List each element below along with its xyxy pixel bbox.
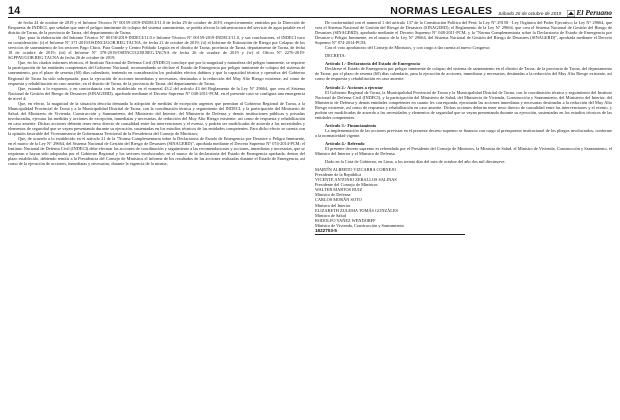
paragraph: de fecha 24 de octubre de 2019 y el Informe Técnico N° 00159-2019-INDECI/11.0 de fecha 29 de octubre de 2019, respectivamente, emitidos por la Dirección de Respuesta de INDECI, que señalan que ante el peligro inminente de colapso del sistema saneamiento, se podría afectar la infraestructura del servicio de agua potable en el distrito de Tacna, de la provincia de Tacna, del departamento de Tacna; <box>8 20 305 36</box>
signatory-name: CARLOS MORÁN SOTO <box>315 197 362 203</box>
logo-text: El Peruano <box>576 8 612 17</box>
signatory-name: VICENTE ANTONIO ZEBALLOS SALINAS <box>315 177 397 183</box>
signatory-role: Ministra de Salud <box>315 212 346 218</box>
end-rule <box>315 234 465 235</box>
signatory-role: Presidente del Consejo de Ministros <box>315 182 378 188</box>
article-4-body: El presente decreto supremo es refrendado por el Presidente del Consejo de Ministros, la Ministra de Salud, el Ministro de Vivienda, Construcción y Saneamiento, el Ministro del Interior y el Ministro de Defensa. <box>315 146 612 157</box>
paragraph: Que, estando a lo expuesto, y en concordancia con lo establecido en el numeral 43.2 del artículo 43 del Reglamento de la Ley N° 29664, que crea el Sistema Nacional de Gestión del Riesgo de Desastres (SINAGERD), aprobado mediante el Decreto Supremo N° 048-2011-PCM, en el presente caso se configura una emergencia de nivel 4; <box>8 85 305 101</box>
publication-date: Sábado 26 de octubre de 2019 <box>498 11 562 16</box>
body-columns <box>8 20 612 418</box>
article-4-title: Artículo 4.- Refrendo <box>325 140 365 146</box>
paragraph: Que, para la elaboración del Informe Técnico N° 00158-2019-INDECI/11.0 e Informe Técnico N° 00159-2019-INDECI/11.0, y sus conclusiones, el INDECI tuvo en consideración: (i) el Informe N° 371-2019/OSDNCI/GOB.REG.TACNA, de fecha 21 de octubre de 2019; (ii) el Informe de Estimación de Riesgo por Colapso de los servicios de saneamiento de los sectores Pago Chico, Para Grande y Centro Poblado Leguía en el distrito de Tacna, provincia de Tacna, departamento de Tacna, de fecha 18 de octubre de 2019; (iii) el Informe N° 378-2019/OSDNCI/GOB.REG.TACNA de fecha 26 de octubre de 2019 y (iv) el Oficio N° 2276-2019-SGPPAT/GOB.REG.TACNA de fecha 26 de octubre de 2019; <box>8 35 305 61</box>
article-3-body: La implementación de las acciones previstas en el presente decreto supremo se financia con cargo al presupuesto institucional de los pliegos involucrados, conforme a la normatividad vigente. <box>315 127 612 138</box>
article-1-body: Declárese el Estado de Emergencia por peligro inminente de colapso del sistema de saneamiento en el distrito de Tacna, de la provincia de Tacna, del departamento de Tacna, por el plazo de sesenta (60) días calendario, para la ejecución de acciones, inmediatas y necesarias, destinadas a la reducción del Muy Alto Riesgo existente, así como de respuesta y rehabilitación en caso amerite. <box>315 66 612 82</box>
paragraph: Que, de acuerdo a lo establecido en el artículo 21 de la "Norma Complementaria sobre la Declaratoria de Estado de Emergencia por Desastre o Peligro Inminente, en el marco de la Ley N° 29664, del Sistema Nacional de Gestión del Riesgo de Desastres (SINAGERD)", aprobada mediante el Decreto Supremo N° 074-2014-PCM; el Instituto Nacional de Defensa Civil (INDECI) debe efectuar las acciones de coordinación y seguimiento a las recomendaciones y acciones, inmediatas y necesarias, que se requieran o hayan sido adoptadas por el Gobierno Regional y los sectores involucrados, en el marco de la declaratoria del Estado de Emergencia aprobada, dentro del plazo establecido, debiendo remitir a la Presidencia del Consejo de Ministros el informe de los resultados de las acciones realizadas durante el Estado de Emergencia, así como de la ejecución de acciones, inmediatas y necesarias, durante la vigencia de la misma; <box>8 136 305 167</box>
newspaper-logo <box>567 8 612 17</box>
section-title: NORMAS LEGALES <box>390 5 493 17</box>
signatories <box>315 167 612 228</box>
left-column <box>8 20 305 418</box>
paragraph: Con el voto aprobatorio del Consejo de Ministros, y con cargo a dar cuenta al nuevo Congreso; <box>325 45 491 51</box>
page-number: 14 <box>8 5 21 17</box>
signatory-name: WALTER MARTOS RUIZ <box>315 187 363 193</box>
article-2-body: El Gobierno Regional de Tacna, la Municipalidad Provincial de Tacna y la Municipalidad Distrital de Tacna, con la coordinación técnica y seguimiento del Instituto Nacional de Defensa Civil (INDECI), y la participación del Ministerio de Salud, del Ministerio de Vivienda, Construcción y Saneamiento, del Ministerio del Interior, del Ministerio de Defensa y demás entidades competentes en cuanto les corresponda, ejecutarán las acciones inmediatas y necesarias destinadas a la reducción del Muy Alto Riesgo existente, así como de respuesta y rehabilitación en caso amerite. Dichas acciones deberán tener nexo directo de causalidad entre las intervenciones y el evento, y podrán ser modificadas de acuerdo a las necesidades y elementos de seguridad que se vayan presentando durante su ejecución, sustentadas en los estudios técnicos de las entidades competentes. <box>315 89 612 120</box>
paragraph: Que, en los citados informes técnicos, el Instituto Nacional de Defensa Civil (INDECI) concluye que por la magnitud y naturaleza del peligro inminente, se requiere la participación de las entidades competentes del Gobierno Nacional; recomendando se declare el Estado de Emergencia por peligro inminente de colapso del sistema de saneamiento, por el plazo de sesenta (60) días calendario, teniendo en consideración los probables efectos dañinos y que la capacidad técnica y operativa del Gobierno Regional de Tacna ha sido sobrepasada, para la ejecución de acciones inmediatas y necesarias, destinadas a la reducción del Muy Alto Riesgo existente, así como de respuesta y rehabilitación en caso amerite, en el distrito de Tacna, de la provincia de Tacna, del departamento de Tacna; <box>8 60 305 86</box>
signatory-name: MARTÍN ALBERTO VIZCARRA CORNEJO <box>315 167 397 173</box>
signatory-role: Presidente de la República <box>315 172 362 178</box>
article-2-title: Artículo 2.- Acciones a ejecutar <box>325 84 384 90</box>
document-code: 1822703-5 <box>315 227 337 233</box>
signatory-name: ELIZABETH ZULEMA TOMÁS GONZÁLES <box>315 207 398 213</box>
header-right <box>390 6 612 17</box>
article-3-title: Artículo 3.- Financiamiento <box>325 122 377 128</box>
signatory-role: Ministro de Vivienda, Construcción y Saneamiento <box>315 222 404 228</box>
right-column <box>315 20 612 418</box>
paragraph: Que, en efecto, la magnitud de la situación descrita demanda la adopción de medidas de excepción urgentes que permitan al Gobierno Regional de Tacna, a la Municipalidad Provincial de Tacna y a la Municipalidad Distrital de Tacna, con la coordinación técnica y seguimiento del INDECI, y la participación del Ministerio de Salud, del Ministerio de Vivienda, Construcción y Saneamiento, del Ministerio del Interior, del Ministerio de Defensa y demás instituciones públicas y privadas involucradas, ejecutar las medidas y acciones de excepción, inmediatas y necesarias, de reducción del Muy Alto Riesgo existente, así como de respuesta y rehabilitación en caso amerite. Dichas acciones deberán tener nexo directo de causalidad entre las intervenciones y el evento, y podrán ser modificadas de acuerdo a las necesidades y elementos de seguridad que se vayan presentando durante su ejecución, sustentadas en los estudios técnicos de las entidades competentes. Para dicho efecto se cuenta con la opinión favorable del Viceministerio de Gobernanza Territorial de la Presidencia del Consejo de Ministros; <box>8 100 305 137</box>
article-1-title: Artículo 1.- Declaratoria del Estado de Emergencia <box>325 61 420 67</box>
paragraph: De conformidad con el numeral 1 del artículo 137 de la Constitución Política del Perú; la Ley N° 29158 - Ley Orgánica del Poder Ejecutivo; la Ley N° 29664, que crea el Sistema Nacional de Gestión del Riesgo de Desastres (SINAGERD); el Reglamento de la Ley N° 29664, que crea el Sistema Nacional de Gestión del Riesgo de Desastres (SINAGERD), aprobado mediante el Decreto Supremo N° 048-2011-PCM; y la "Norma Complementaria sobre la Declaratoria de Estado de Emergencia por Desastre o Peligro Inminente, en el marco de la Ley N° 29664, del Sistema Nacional de Gestión del Riesgo de Desastres (SINAGERD)", aprobada mediante el Decreto Supremo N° 074-2014-PCM; <box>315 20 612 46</box>
page-header <box>8 2 612 18</box>
decreta-heading: DECRETA: <box>325 53 346 59</box>
signatory-name: RODOLFO YAÑEZ WENDORFF <box>315 217 376 223</box>
closing-paragraph: Dado en la Casa de Gobierno, en Lima, a los treinta días del mes de octubre del año dos mil diecinueve. <box>325 159 506 165</box>
signatory-role: Ministro de Defensa <box>315 192 351 198</box>
logo-emblem-icon <box>567 10 575 17</box>
signatory-role: Ministro del Interior <box>315 202 351 208</box>
